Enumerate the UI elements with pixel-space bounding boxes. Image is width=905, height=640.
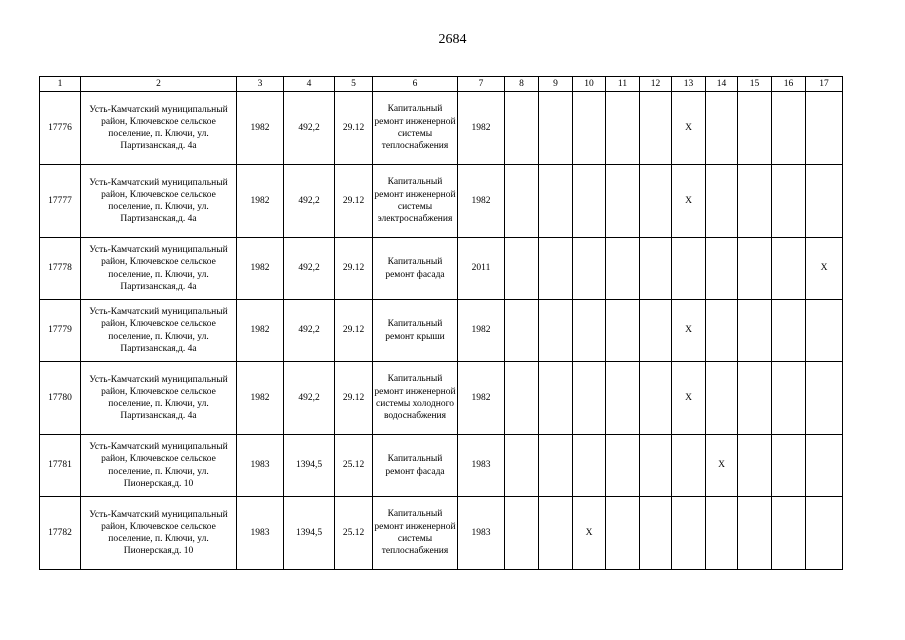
mark-cell <box>806 165 843 238</box>
mark-cell <box>706 497 738 570</box>
mark-cell <box>539 165 573 238</box>
table-row <box>40 435 843 497</box>
record-number-cell: 17777 <box>40 165 81 238</box>
mark-cell <box>640 300 672 362</box>
table-cell: 1983 <box>458 435 505 497</box>
table-row <box>40 165 843 238</box>
table-row <box>40 92 843 165</box>
mark-cell <box>738 362 772 435</box>
table-cell: 25.12 <box>335 497 373 570</box>
column-header-11: 11 <box>606 77 640 92</box>
mark-cell <box>573 165 606 238</box>
table-cell: 1983 <box>458 497 505 570</box>
mark-cell <box>606 362 640 435</box>
mark-cell <box>606 435 640 497</box>
mark-cell <box>738 300 772 362</box>
work-type-cell: Капитальный ремонт фасада <box>373 238 458 300</box>
mark-cell <box>806 497 843 570</box>
mark-cell <box>505 300 539 362</box>
table-cell: 492,2 <box>284 165 335 238</box>
table-row <box>40 238 843 300</box>
table-cell: 29.12 <box>335 238 373 300</box>
mark-cell <box>772 362 806 435</box>
mark-cell <box>539 435 573 497</box>
mark-cell <box>640 238 672 300</box>
table-cell: 1982 <box>237 362 284 435</box>
mark-cell <box>738 238 772 300</box>
column-header-15: 15 <box>738 77 772 92</box>
mark-cell: X <box>672 92 706 165</box>
column-header-14: 14 <box>706 77 738 92</box>
column-header-4: 4 <box>284 77 335 92</box>
work-type-cell: Капитальный ремонт инженерной системы холодного водоснабжения <box>373 362 458 435</box>
mark-cell <box>505 92 539 165</box>
mark-cell: X <box>706 435 738 497</box>
mark-cell <box>672 238 706 300</box>
record-number-cell: 17776 <box>40 92 81 165</box>
work-type-cell: Капитальный ремонт крыши <box>373 300 458 362</box>
mark-cell <box>606 238 640 300</box>
mark-cell <box>640 165 672 238</box>
record-number-cell: 17778 <box>40 238 81 300</box>
table-row <box>40 362 843 435</box>
record-number-cell: 17780 <box>40 362 81 435</box>
table-cell: 1982 <box>237 300 284 362</box>
record-number-cell: 17782 <box>40 497 81 570</box>
column-header-12: 12 <box>640 77 672 92</box>
mark-cell: X <box>672 300 706 362</box>
mark-cell <box>606 92 640 165</box>
table-cell: 2011 <box>458 238 505 300</box>
column-header-5: 5 <box>335 77 373 92</box>
column-header-3: 3 <box>237 77 284 92</box>
mark-cell <box>640 362 672 435</box>
table-cell: 1982 <box>458 165 505 238</box>
mark-cell <box>772 300 806 362</box>
mark-cell <box>672 435 706 497</box>
column-header-7: 7 <box>458 77 505 92</box>
mark-cell <box>539 300 573 362</box>
mark-cell <box>505 497 539 570</box>
mark-cell <box>573 92 606 165</box>
mark-cell: X <box>806 238 843 300</box>
mark-cell <box>505 165 539 238</box>
address-cell: Усть-Камчатский муниципальный район, Ключевское сельское поселение, п. Ключи, ул. Партизанская,д. 4а <box>81 92 237 165</box>
table-cell: 1982 <box>237 238 284 300</box>
mark-cell <box>573 362 606 435</box>
mark-cell <box>772 238 806 300</box>
mark-cell <box>738 165 772 238</box>
table-cell: 492,2 <box>284 300 335 362</box>
table-cell: 1982 <box>237 92 284 165</box>
column-header-8: 8 <box>505 77 539 92</box>
table-cell: 492,2 <box>284 362 335 435</box>
header-row <box>40 77 843 92</box>
table-row <box>40 300 843 362</box>
table-cell: 29.12 <box>335 362 373 435</box>
address-cell: Усть-Камчатский муниципальный район, Ключевское сельское поселение, п. Ключи, ул. Партизанская,д. 4а <box>81 165 237 238</box>
table-cell: 29.12 <box>335 92 373 165</box>
column-header-10: 10 <box>573 77 606 92</box>
mark-cell <box>573 435 606 497</box>
mark-cell <box>806 92 843 165</box>
table-cell: 492,2 <box>284 238 335 300</box>
table-cell: 25.12 <box>335 435 373 497</box>
mark-cell <box>806 300 843 362</box>
column-header-2: 2 <box>81 77 237 92</box>
column-header-9: 9 <box>539 77 573 92</box>
column-header-1: 1 <box>40 77 81 92</box>
mark-cell <box>706 300 738 362</box>
table-cell: 29.12 <box>335 300 373 362</box>
mark-cell <box>772 165 806 238</box>
mark-cell <box>539 362 573 435</box>
address-cell: Усть-Камчатский муниципальный район, Ключевское сельское поселение, п. Ключи, ул. Пионерская,д. 10 <box>81 435 237 497</box>
table-row <box>40 497 843 570</box>
mark-cell <box>706 165 738 238</box>
mark-cell <box>806 362 843 435</box>
table-cell: 1983 <box>237 497 284 570</box>
mark-cell <box>640 435 672 497</box>
column-header-17: 17 <box>806 77 843 92</box>
work-type-cell: Капитальный ремонт инженерной системы теплоснабжения <box>373 92 458 165</box>
mark-cell <box>539 497 573 570</box>
mark-cell <box>573 238 606 300</box>
table-cell: 1394,5 <box>284 497 335 570</box>
mark-cell <box>505 238 539 300</box>
mark-cell <box>772 435 806 497</box>
table-cell: 29.12 <box>335 165 373 238</box>
mark-cell <box>706 92 738 165</box>
table-cell: 1982 <box>458 92 505 165</box>
address-cell: Усть-Камчатский муниципальный район, Ключевское сельское поселение, п. Ключи, ул. Партизанская,д. 4а <box>81 362 237 435</box>
mark-cell <box>772 497 806 570</box>
mark-cell <box>539 238 573 300</box>
mark-cell <box>706 362 738 435</box>
address-cell: Усть-Камчатский муниципальный район, Ключевское сельское поселение, п. Ключи, ул. Пионерская,д. 10 <box>81 497 237 570</box>
mark-cell <box>606 165 640 238</box>
mark-cell <box>505 362 539 435</box>
work-type-cell: Капитальный ремонт инженерной системы электроснабжения <box>373 165 458 238</box>
mark-cell <box>539 92 573 165</box>
mark-cell <box>606 300 640 362</box>
mark-cell <box>806 435 843 497</box>
work-type-cell: Капитальный ремонт инженерной системы теплоснабжения <box>373 497 458 570</box>
mark-cell: X <box>672 362 706 435</box>
mark-cell <box>573 300 606 362</box>
record-number-cell: 17781 <box>40 435 81 497</box>
mark-cell <box>505 435 539 497</box>
mark-cell <box>706 238 738 300</box>
table-cell: 492,2 <box>284 92 335 165</box>
mark-cell: X <box>573 497 606 570</box>
mark-cell <box>640 497 672 570</box>
column-header-16: 16 <box>772 77 806 92</box>
page-number: 2684 <box>438 32 467 47</box>
mark-cell <box>738 92 772 165</box>
mark-cell <box>672 497 706 570</box>
address-cell: Усть-Камчатский муниципальный район, Ключевское сельское поселение, п. Ключи, ул. Партизанская,д. 4а <box>81 300 237 362</box>
address-cell: Усть-Камчатский муниципальный район, Ключевское сельское поселение, п. Ключи, ул. Партизанская,д. 4а <box>81 238 237 300</box>
column-header-13: 13 <box>672 77 706 92</box>
mark-cell: X <box>672 165 706 238</box>
column-header-6: 6 <box>373 77 458 92</box>
mark-cell <box>738 435 772 497</box>
mark-cell <box>738 497 772 570</box>
table-cell: 1983 <box>237 435 284 497</box>
table-cell: 1394,5 <box>284 435 335 497</box>
repair-registry-table <box>39 76 843 570</box>
mark-cell <box>606 497 640 570</box>
record-number-cell: 17779 <box>40 300 81 362</box>
table-cell: 1982 <box>458 362 505 435</box>
mark-cell <box>772 92 806 165</box>
table-cell: 1982 <box>458 300 505 362</box>
table-cell: 1982 <box>237 165 284 238</box>
mark-cell <box>640 92 672 165</box>
work-type-cell: Капитальный ремонт фасада <box>373 435 458 497</box>
